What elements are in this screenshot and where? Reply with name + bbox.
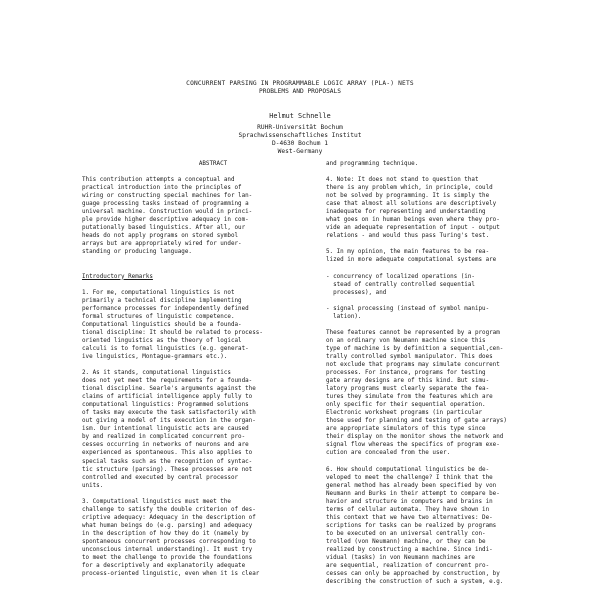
text-line: not be solved by programming. It is simply the [326,193,490,200]
text-line: by and realized in complicated concurrent pro- [82,434,246,441]
text-line: 4. Note: It does not stand to question that [326,177,479,184]
text-line: trally controlled symbol manipulator. This does [326,353,493,360]
text-line: ple provide higher descriptive adequacy in com- [82,217,249,224]
text-line: standing or producing language. [82,249,192,256]
paragraph-2 [82,369,344,490]
affiliation-line: Sprachwissenschaftliches Institut [238,132,362,139]
text-line: 2. As it stands, computational linguistics [82,369,231,376]
text-line: in the description of how they do it (namely by [82,530,249,537]
bullet-line: lation). [326,313,362,320]
text-line: case that almost all solutions are descriptively [326,201,497,208]
text-line: controlled and executed by central processor [82,474,239,481]
text-line: guage processing tasks instead of programming a [82,201,249,208]
bullet-line: - signal processing (instead of symbol manipu- [326,305,490,312]
text-line: wiring or constructing special machines for lan- [82,193,253,200]
paper-title-line1: CONCURRENT PARSING IN PROGRAMMABLE LOGIC ARRAY (PLA-) NETS [186,80,414,87]
text-line: computational linguistics: Programmed solutions [82,402,249,409]
text-line: experienced as spontaneous. This also applies to [82,450,253,457]
paper-title-line2: PROBLEMS AND PROPOSALS [259,88,341,95]
abstract-heading: ABSTRACT [198,161,228,167]
text-line: trolled (von Neumann) machine, or they can be [326,538,486,545]
text-line: tures they simulate from the features which are [326,394,493,401]
text-line: units. [82,482,104,489]
text-line: for a descriptively and explanatorily adequate [82,563,246,570]
text-line: relations - and would thus pass Turing's test. [326,233,490,240]
abstract-body [82,176,344,256]
text-line: signal flow whereas the specifics of program exe- [326,442,500,449]
text-line: veloped to meet the challenge? I think that the [326,474,493,481]
right-column [326,160,584,586]
text-line: vide an adequate representation of input - output [326,225,500,232]
text-line: ive linguistics, Montague-grammars etc.). [82,353,228,360]
text-line: oriented linguistics as the theory of logical [82,337,242,344]
affiliation-line: D-4630 Bochum 1 [272,140,328,147]
text-line: vidual (tasks) in von Neumann machines are [326,555,475,562]
text-line: does not yet meet the requirements for a founda- [82,378,253,385]
text-line: 1. For me, computational linguistics is not [82,289,235,296]
text-line: criptive adequacy: Adequacy in the description of [82,514,256,521]
text-line: process-oriented linguistic, even when it is clear [82,571,260,578]
text-line: universal machine. Construction would in princi- [82,209,253,216]
text-line: what human beings do (e.g. parsing) and adequacy [82,522,253,529]
text-line: scriptions for tasks can be realized by programs [326,522,497,529]
text-line: These features cannot be represented by a program [326,329,500,336]
text-line: their display on the monitor shows the network and [326,434,504,441]
text-line: cesses can only be approached by construction, by [326,571,500,578]
bullet-line: - concurrency of localized operations (in- [326,273,475,280]
intro-heading: Introductory Remarks [82,273,153,280]
text-line: this context that we have two alternatives: De- [326,514,493,521]
text-line: tional discipline. Searle's arguments against the [82,386,256,393]
text-line: 3. Computational linguistics must meet the [82,498,231,505]
text-line: are appropriate simulators of this type since [326,426,486,433]
paragraph-5 [326,248,584,457]
text-line: 6. How should computational linguistics be de- [326,466,490,473]
text-line: are sequential, realization of concurrent pro- [326,563,490,570]
text-line: arrays but are appropriately wired for under- [82,241,242,248]
text-line: out giving a model of its execution in the organ- [82,418,256,425]
text-line: Computational linguistics should be a founda- [82,321,242,328]
paragraph-4 [326,176,584,240]
author-name: Helmut Schnelle [269,112,331,120]
text-line: unconscious internal understanding). It must try [82,546,253,553]
text-line: performance processes for independently defined [82,305,249,312]
text-line: and programming technique. [326,161,419,167]
left-column [82,160,344,578]
text-line: inadequate for representing and understanding [326,209,486,216]
text-line: processes. For instance, programs for testing [326,369,486,376]
text-line: type of machine is by definition a sequential,cen- [326,345,504,352]
text-line: describing the construction of such a system, e.g. [326,579,504,586]
text-line: formal structures of linguistic competence. [82,313,235,320]
affiliation [0,124,600,156]
text-line: practical introduction into the principles of [82,185,242,192]
text-line: heads do not apply programs on stored symbol [82,233,239,240]
text-line: to meet the challenge to provide the foundations [82,555,253,562]
text-line: calculi is to formal linguistics (e.g. generat- [82,345,249,352]
text-line: putationally based linguistics. After all, our [82,225,246,232]
text-line: what goes on in human beings even where they pro- [326,217,500,224]
text-line: those used for planning and testing of gate arrays) [326,418,507,425]
text-line: on an ordinary von Neumann machine since this [326,337,486,344]
text-line: terms of cellular automata. They have shown in [326,506,490,513]
bullet-line: processes), and [326,289,387,296]
text-line: primarily a technical discipline implementing [82,297,242,304]
text-line: to be executed on an universal centrally con- [326,530,486,537]
text-line: Neumann and Burks in their attempt to compare be- [326,490,500,497]
text-line: special tasks such as the recognition of syntac- [82,458,253,465]
paragraph-6 [326,466,584,587]
bullet-line: stead of centrally controlled sequential [326,281,475,288]
text-line: there is any problem which, in principle, could [326,185,493,192]
text-line: 5. In my opinion, the main features to be rea- [326,249,490,256]
text-line: only specific for their sequential operation. [326,402,486,409]
paragraph-3 [82,498,344,578]
text-line: ism. Our intentional linguistic acts are caused [82,426,249,433]
text-line: This contribution attempts a conceptual and [82,177,235,184]
text-line: claims of artificial intelligence apply fully to [82,394,253,401]
text-line: cesses occurring in networks of neurons and are [82,442,249,449]
affiliation-line: West-Germany [277,148,323,155]
text-line: of tasks may execute the task satisfactorily with [82,410,256,417]
affiliation-line: RUHR-Universität Bochum [257,124,343,131]
text-line: tional discipline: It should be related to process- [82,329,263,336]
text-line: general method has already been specified by von [326,482,497,489]
paragraph-1 [82,289,344,361]
text-line: realized by constructing a machine. Since indi- [326,546,493,553]
text-line: lized in more adequate computational systems are [326,257,497,264]
text-line: Electronic worksheet programs (in particular [326,410,483,417]
text-line: challenge to satisfy the double criterion of des- [82,506,256,513]
text-line: latory programs must clearly separate the fea- [326,386,490,393]
text-line: gate array designs are of this kind. But simu- [326,378,490,385]
text-line: havior and structure in computers and brains in [326,498,493,505]
text-line: tic structure (parsing). These processes are not [82,466,253,473]
text-line: cution are concealed from the user. [326,450,451,457]
text-line: spontaneous concurrent processes corresponding to [82,538,256,545]
text-line: not exclude that programs may simulate concurrent [326,361,500,368]
